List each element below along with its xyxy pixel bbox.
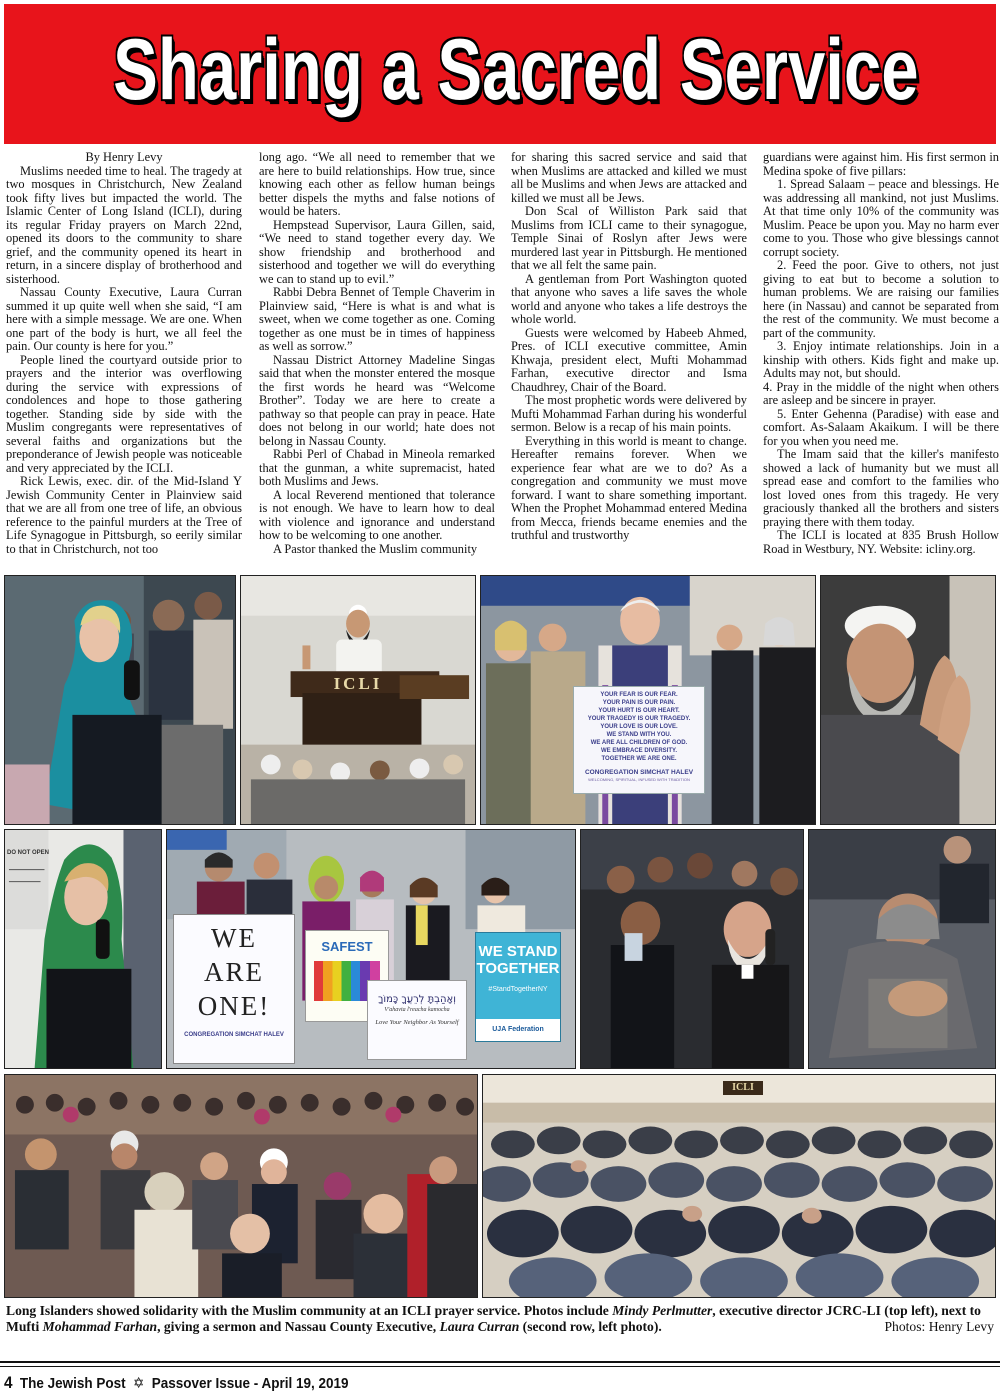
paragraph: Guests were welcomed by Habeeb Ahmed, Pres. of ICLI executive committee, Amin Khwaja, president elect, Mufti Mohammad Farhan, executive director and Isma Chaudhrey, Chair of the Board. bbox=[511, 325, 747, 394]
footer-rule bbox=[0, 1366, 1000, 1367]
photo-image bbox=[809, 830, 995, 1068]
english-text: Love Your Neighbor As Yourself bbox=[375, 1019, 459, 1026]
love-your-neighbor-sign bbox=[367, 980, 467, 1060]
photo-caption bbox=[6, 1303, 994, 1335]
uja-label: UJA Federation bbox=[492, 1026, 544, 1033]
caption-text: , executive director JCRC-LI (top left), next to Mufti bbox=[6, 1303, 981, 1334]
headline: Sharing a Sacred Service bbox=[113, 22, 919, 118]
paragraph: for sharing this sacred service and said that when Muslims are attacked and killed we must all be Muslims and when Jews are attacked and killed we must all be Jews. bbox=[511, 151, 747, 205]
page-footer bbox=[4, 1373, 349, 1393]
uja-strip bbox=[476, 1019, 560, 1041]
paragraph: Rabbi Debra Bennet of Temple Chaverim in Plainview said, “Here is what is and what is sweet, when we come together as one. Coming together as one must be in times of happiness as well as sorrow.” bbox=[259, 285, 495, 353]
photo-mufti-podium bbox=[240, 575, 476, 825]
paragraph: long ago. “We all need to remember that we are here to build relationships. How true, since knowing each other as fellow human beings better dispels the myths and false notions of would be haters. bbox=[259, 151, 495, 218]
paragraph: A gentleman from Port Washington quoted that anyone who saves a life saves the whole world and anyone who takes a life destroys the whole world. bbox=[511, 271, 747, 326]
mosque-wall-sign: ICLI bbox=[723, 1081, 763, 1095]
transliteration: V'ahavta l'reacha kamocha bbox=[384, 1007, 450, 1013]
sign-line: TOGETHER WE ARE ONE. bbox=[601, 756, 677, 762]
caption-text: , giving a sermon and Nassau County Executive, bbox=[157, 1319, 440, 1334]
paragraph: 4. Pray in the middle of the night when others are asleep and be sincere in prayer. bbox=[763, 379, 999, 407]
publication-name: The Jewish Post bbox=[19, 1375, 126, 1392]
sign-line: YOUR TRAGEDY IS OUR TRAGEDY. bbox=[587, 716, 691, 722]
safest-sign-title: SAFEST bbox=[321, 939, 373, 954]
paragraph: A local Reverend mentioned that tolerance is not enough. We have to learn how to deal with violence and ignorance and understand how to be welcoming to one another. bbox=[259, 487, 495, 542]
paragraph: Muslims needed time to heal. The tragedy at two mosques in Christchurch, New Zealand took fifty lives but impacted the world. The Islamic Center of Long Island (ICLI), during its regular Friday prayers on March 22nd, opened its doors to the community to share grief, and the community opened its heart in return, in a sincere display of brotherhood and sisterhood. bbox=[6, 163, 242, 286]
paragraph: 1. Spread Salaam – peace and blessings. He was addressing all mankind, not just Muslims. At that time only 10% of the community was Muslim. Peace be upon you. May no harm ever come to you. Those who give blessings cannot corrupt society. bbox=[763, 177, 999, 259]
paragraph: The most prophetic words were delivered by Mufti Mohammad Farhan during his wonderful sermon. Below is a recap of his main points. bbox=[511, 393, 747, 434]
photo-reverend bbox=[580, 829, 804, 1069]
paragraph: Nassau County Executive, Laura Curran summed it up quite well when she said, “I am here with a simple message. We are one. When one part of the body is hurt, we all feel the pain. Our county is here for you.” bbox=[6, 285, 242, 353]
photo-seated-crowd bbox=[4, 1074, 478, 1298]
byline: By Henry Levy bbox=[85, 151, 163, 164]
paragraph: Don Scal of Williston Park said that Muslims from ICLI came to their synagogue, Temple Sinai of Roslyn after Jews were murdered last year in Pittsburgh. He mentioned that we all felt the same pain. bbox=[511, 204, 747, 272]
photo-image bbox=[821, 576, 995, 824]
photo-credit: Photos: Henry Levy bbox=[884, 1319, 994, 1334]
hebrew-text: וְאָהַבְתָּ לְרֵעֲךָ כָּמוֹךָ bbox=[378, 994, 456, 1005]
paragraph: Rabbi Perl of Chabad in Mineola remarked that the gunman, a white supremacist, hated both Muslims and Jews. bbox=[259, 447, 495, 488]
we-stand-together-sign bbox=[475, 932, 561, 1042]
photo-image bbox=[5, 576, 235, 824]
sign-org: CONGREGATION SIMCHAT HALEV bbox=[584, 769, 694, 776]
stand-together-line: TOGETHER bbox=[476, 960, 560, 977]
door-sign: DO NOT OPEN bbox=[7, 850, 50, 856]
we-are-one-word: ONE! bbox=[197, 991, 271, 1021]
podium-sign: ICLI bbox=[333, 674, 383, 693]
paragraph: 3. Enjoy intimate relationships. Join in a kinship with others. Kids fight and make up. Adults may not, but should. bbox=[763, 339, 999, 380]
sign-line: WE STAND WITH YOU. bbox=[606, 732, 672, 738]
we-are-one-word: ARE bbox=[204, 957, 264, 987]
paragraph: Rick Lewis, exec. dir. of the Mid-Island Y Jewish Community Center in Plainview said that we are all from one tree of life, an obvious reference to the painful murders at the Tree of Life Synagogue in Pittsburgh, so eerily similar to that in Christchurch, not too bbox=[6, 474, 242, 556]
photo-group-signs bbox=[166, 829, 576, 1069]
sign-org: CONGREGATION SIMCHAT HALEV bbox=[184, 1032, 284, 1038]
page-number: 4 bbox=[4, 1373, 13, 1392]
paragraph: The ICLI is located at 835 Brush Hollow Road in Westbury, NY. Website: icliny.org. bbox=[763, 528, 999, 556]
stand-together-line: WE STAND bbox=[478, 943, 558, 960]
headline-banner bbox=[4, 4, 996, 144]
sign-tagline: WELCOMING, SPIRITUAL, INFUSED WITH TRADITION bbox=[588, 777, 690, 782]
caption-name: Laura Curran bbox=[439, 1319, 520, 1334]
simchat-halev-sign bbox=[573, 686, 705, 794]
photo-speaker-blue-scarf bbox=[4, 575, 236, 825]
paragraph: Everything in this world is meant to change. Hereafter remains forever. When we experience fear what are we to do? As a congregation and community we must move forward. I want to share something important. When the Prophet Mohammad entered Medina from Mecca, friends became enemies and the truthful and trustworthy bbox=[511, 433, 747, 542]
photo-laura-curran bbox=[4, 829, 162, 1069]
we-are-one-sign bbox=[173, 914, 295, 1064]
photo-image bbox=[5, 1075, 477, 1297]
photo-image bbox=[483, 1075, 995, 1297]
paragraph: Nassau District Attorney Madeline Singas said that when the monster entered the mosque the first words he heard was “Welcome Brother”. Today we are here to create a pathway so that people can pray in peace. Hate does not belong in our world; hate does not belong in Nassau County. bbox=[259, 352, 495, 448]
caption-text: (second row, left photo). bbox=[519, 1319, 662, 1334]
paragraph: A Pastor thanked the Muslim community bbox=[273, 541, 478, 556]
paragraph: 2. Feed the poor. Give to others, not just giving to eat but to become a solution to human problems. We are raising our families here (in Nassau) and cannot be separated from the rest of the community. We must become a part of the community. bbox=[763, 258, 999, 340]
caption-text: Long Islanders showed solidarity with the Muslim community at an ICLI prayer service. Photos include bbox=[6, 1303, 613, 1318]
issue-date: Passover Issue - April 19, 2019 bbox=[151, 1375, 349, 1392]
paragraph: People lined the courtyard outside prior to prayers and the interior was overflowing during the service with expressions of condolences and hope to those gathering together. Standing side by side with the Muslim congregants were representatives of several faiths and organizations but the preponderance of Jewish people was noticeable and very appreciated by the ICLI. bbox=[6, 352, 242, 475]
article-column-2 bbox=[259, 151, 495, 567]
paragraph: guardians were against him. His first sermon in Medina spoke of five pillars: bbox=[763, 151, 999, 178]
photo-image bbox=[241, 576, 475, 824]
photo-image bbox=[581, 830, 803, 1068]
paragraph: 5. Enter Gehenna (Paradise) with ease and comfort. As-Salaam Akaikum. I will be there for you when you need me. bbox=[763, 406, 999, 448]
sign-line: WE ARE ALL CHILDREN OF GOD. bbox=[590, 740, 688, 746]
star-of-david-icon: ✡ bbox=[133, 1374, 145, 1392]
paragraph: Hempstead Supervisor, Laura Gillen, said, “We need to stand together every day. We show friendship and brotherhood and sisterhood and together we will do everything we can to stand up to evil.” bbox=[259, 217, 495, 286]
caption-name: Mindy Perlmutter bbox=[612, 1303, 713, 1318]
photo-image bbox=[5, 830, 161, 1068]
hashtag: #StandTogetherNY bbox=[488, 986, 548, 993]
photo-sign-holder bbox=[480, 575, 816, 825]
sign-line: YOUR HURT IS OUR HEART. bbox=[598, 708, 680, 714]
sign-line: YOUR LOVE IS OUR LOVE. bbox=[600, 724, 678, 730]
sign-line: YOUR FEAR IS OUR FEAR. bbox=[600, 692, 678, 698]
footer-rule bbox=[0, 1361, 1000, 1363]
article-column-4 bbox=[763, 151, 999, 567]
sign-line: YOUR PAIN IS OUR PAIN. bbox=[602, 700, 676, 706]
we-are-one-word: WE bbox=[211, 923, 257, 953]
article-column-1 bbox=[6, 151, 242, 567]
article-column-3 bbox=[511, 151, 747, 567]
photo-kneeling-prayer bbox=[808, 829, 996, 1069]
sign-line: WE EMBRACE DIVERSITY. bbox=[600, 748, 677, 754]
photo-prostrating-congregation bbox=[482, 1074, 996, 1298]
paragraph: The Imam said that the killer's manifesto showed a lack of humanity but we must all spread ease and comfort to the families who lost loved ones from this tragedy. He very graciously thanked all the brothers and sisters praying there with them today. bbox=[763, 447, 999, 529]
photo-man-praying bbox=[820, 575, 996, 825]
caption-name: Mohammad Farhan bbox=[42, 1319, 158, 1334]
